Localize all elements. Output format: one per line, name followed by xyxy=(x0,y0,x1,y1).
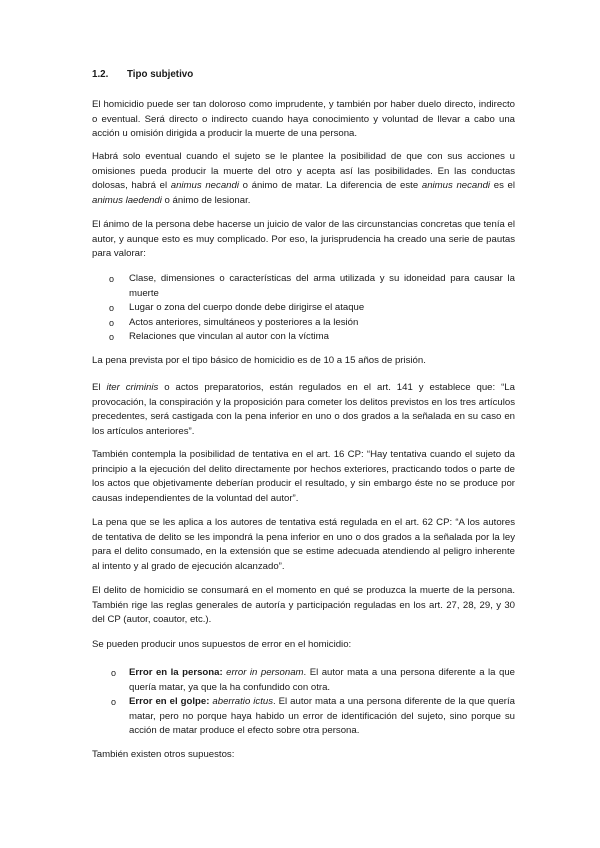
paragraph-3: El ánimo de la persona debe hacerse un juicio de valor de las circunstancias concretas que tenía el autor, y aunque esto es muy complicado. Por eso, la jurisprudencia ha creado una serie de pautas para valorar: xyxy=(92,219,515,260)
criteria-list xyxy=(109,272,515,345)
latin-term: error in personam xyxy=(222,667,304,678)
list-item xyxy=(109,316,515,331)
paragraph-1: El homicidio puede ser tan doloroso como imprudente, y también por haber duelo directo, indirecto o eventual. Será directo o indirecto cuando haya conocimiento y voluntad de llevar a cabo una acción u omisión dirigida a producir la muerte de una persona. xyxy=(92,99,515,140)
list-item xyxy=(111,695,515,739)
bullet-icon: o xyxy=(111,668,117,678)
bullet-icon: o xyxy=(109,332,115,343)
list-item-text: Lugar o zona del cuerpo donde debe dirigirse el ataque xyxy=(129,302,365,314)
bullet-icon: o xyxy=(109,274,115,284)
list-item xyxy=(111,666,515,695)
list-item xyxy=(109,272,515,301)
text-run: es el xyxy=(490,180,516,192)
paragraph-6: También contempla la posibilidad de tentativa en el art. 16 CP: “Hay tentativa cuando el sujeto da principio a la ejecución del delito directamente por hechos exteriores, practicando todos o parte de los actos que objetivamente deberían producir el resultado, y sin embargo éste no se produce por causas independientes de la voluntad del autor”. xyxy=(92,449,515,504)
latin-term: iter criminis xyxy=(106,382,159,393)
text-run: o ánimo de matar. La diferencia de este xyxy=(238,180,422,192)
term-label: Error en la persona: xyxy=(129,667,223,678)
latin-term: animus laedendi xyxy=(92,194,162,206)
section-title: Tipo subjetivo xyxy=(127,69,194,80)
paragraph-10: También existen otros supuestos: xyxy=(92,749,235,760)
list-item xyxy=(109,330,515,345)
text-run: El xyxy=(92,382,107,393)
latin-term: aberratio ictus xyxy=(209,696,273,708)
list-item-text: . El autor mata a una persona diferente a la que quería matar, ya que la ha confundido con otra. xyxy=(129,667,516,693)
bullet-icon: o xyxy=(111,697,117,708)
paragraph-9: Se pueden producir unos supuestos de error en el homicidio: xyxy=(92,639,352,650)
list-item-text: Relaciones que vinculan al autor con la víctima xyxy=(129,331,329,343)
bullet-icon: o xyxy=(109,303,115,314)
text-run: o actos preparatorios, están regulados en el art. 141 y establece que: “La provocación, la conspiración y la proposición para cometer los delitos previstos en los tres artículos precedentes, será castigada con la pena inferior en uno o dos grados a la señalada en su caso en los artículos anteriores”. xyxy=(92,382,515,437)
paragraph-2 xyxy=(92,150,515,208)
latin-term: animus necandi xyxy=(170,180,239,192)
list-item-text: . El autor mata a una persona diferente de la que quería matar, pero no porque haya habido un error de identificación del sujeto, sino porque su acción de matar produce el efecto sobre otra persona. xyxy=(129,696,516,737)
paragraph-8: El delito de homicidio se consumará en el momento en qué se produzca la muerte de la persona. También rige las reglas generales de autoría y participación reguladas en los art. 27, 28, 29, y 30 del CP (autor, coautor, etc.). xyxy=(92,585,515,626)
section-heading xyxy=(92,68,193,83)
paragraph-5 xyxy=(92,381,515,439)
list-item xyxy=(109,301,515,316)
paragraph-4: La pena prevista por el tipo básico de homicidio es de 10 a 15 años de prisión. xyxy=(92,355,426,366)
text-run: o ánimo de lesionar. xyxy=(161,194,251,206)
list-item-text: Clase, dimensiones o características del arma utilizada y su idoneidad para causar la muerte xyxy=(129,273,515,299)
text-run: Habrá solo eventual cuando el sujeto se le plantee la posibilidad de que con sus acciones u omisiones pueda producir la muerte del otro y acepta así las posibilidades. En las conductas dolosas, habrá el xyxy=(92,151,515,192)
list-item-text: Actos anteriores, simultáneos y posteriores a la lesión xyxy=(129,316,359,328)
paragraph-7: La pena que se les aplica a los autores de tentativa está regulada en el art. 62 CP: “A los autores de tentativa de delito se les impondrá la pena inferior en uno o dos grados a la señalada por la ley para el delito consumado, en la extensión que se estime adecuada atendiendo al peligro inherente al intento y al grado de ejecución alcanzado”. xyxy=(92,517,515,572)
section-number: 1.2. xyxy=(92,69,109,80)
bullet-icon: o xyxy=(109,317,115,328)
error-list xyxy=(111,666,515,739)
latin-term: animus necandi xyxy=(421,180,491,192)
term-label: Error en el golpe: xyxy=(129,696,210,708)
